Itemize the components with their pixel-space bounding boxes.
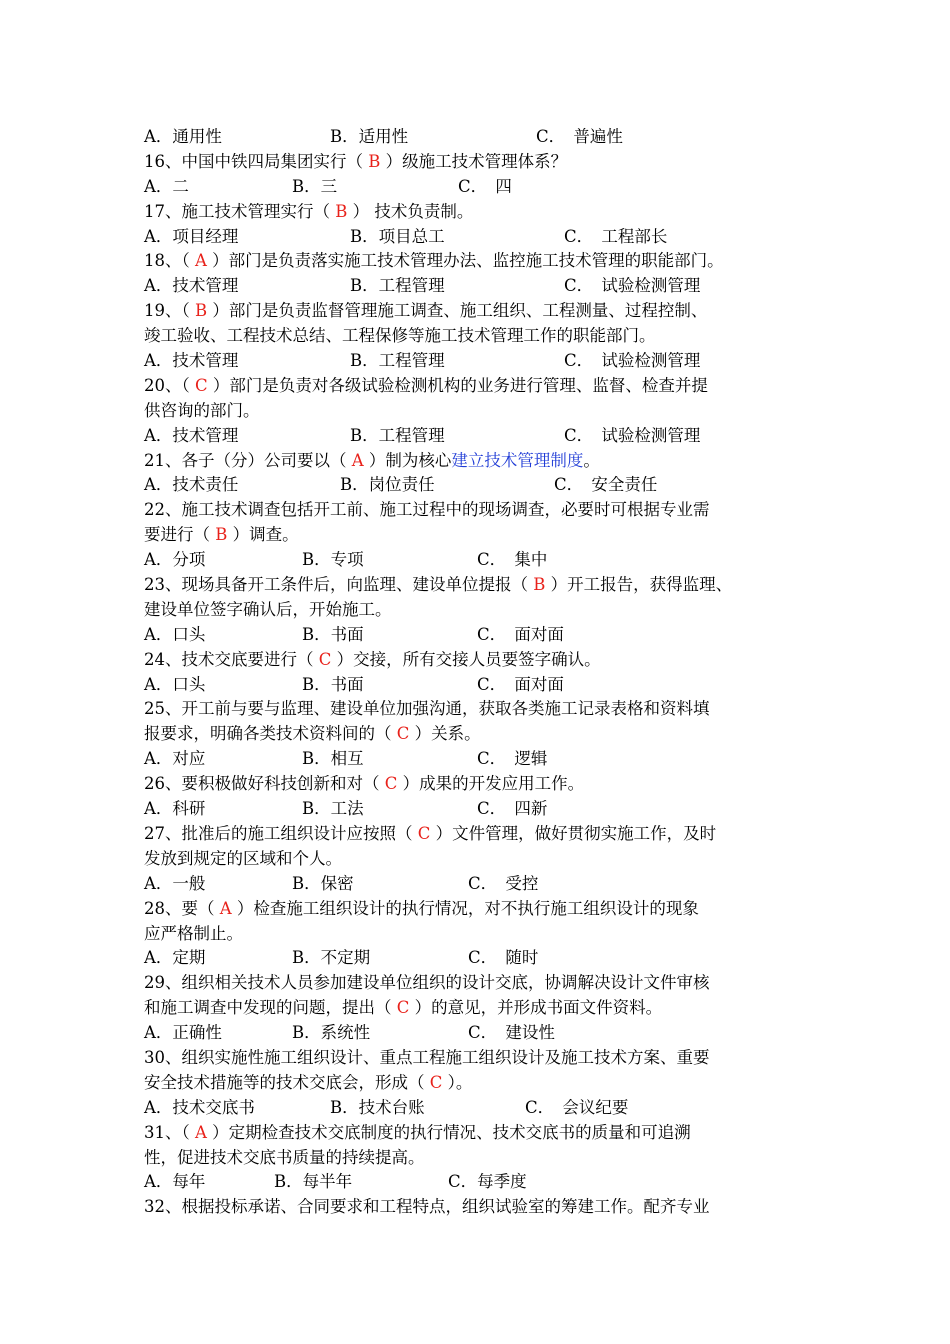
option-c: C． 四 <box>458 176 512 196</box>
question-text-line <box>144 573 834 598</box>
question-text-line <box>144 1046 834 1071</box>
question-text-line <box>144 1195 834 1220</box>
option-b: B．工程管理 <box>350 351 445 371</box>
question-text-line <box>144 697 834 722</box>
answer-options-line <box>144 747 834 772</box>
text-span: 。 <box>583 450 600 470</box>
option-c: C．每季度 <box>448 1172 527 1192</box>
answer-letter: B <box>195 301 208 321</box>
text-span: 32、根据投标承诺、合同要求和工程特点，组织试验室的筹建工作。配齐专业 <box>144 1197 710 1217</box>
text-span: 24、技术交底要进行（ <box>144 649 319 669</box>
answer-letter: C <box>396 998 410 1018</box>
answer-letter: C <box>396 724 410 744</box>
answer-letter: B <box>368 151 381 171</box>
question-text-line <box>144 922 834 947</box>
option-b: B．系统性 <box>292 1023 371 1043</box>
question-text-line <box>144 449 834 474</box>
answer-letter: B <box>335 201 348 221</box>
text-span: 18、（ <box>144 251 195 271</box>
answer-letter: A <box>219 898 232 918</box>
question-text-line <box>144 996 834 1021</box>
option-c: C． 工程部长 <box>564 226 668 246</box>
text-span: ） 技术负责制。 <box>347 201 474 221</box>
answer-letter: B <box>533 575 546 595</box>
text-span: 29、组织相关技术人员参加建设单位组织的设计交底，协调解决设计文件审核 <box>144 973 710 993</box>
option-c: C． 会议纪要 <box>525 1097 629 1117</box>
answer-options-line <box>144 424 834 449</box>
question-text-line <box>144 648 834 673</box>
answer-letter: A <box>195 251 207 271</box>
option-c: C． 试验检测管理 <box>564 351 701 371</box>
option-c: C． 建设性 <box>468 1023 555 1043</box>
option-c: C． 受控 <box>468 873 539 893</box>
question-text-line <box>144 772 834 797</box>
text-span: 30、组织实施性施工组织设计、重点工程施工组织设计及施工技术方案、重要 <box>144 1047 710 1067</box>
question-text-line <box>144 847 834 872</box>
question-text-line <box>144 523 834 548</box>
answer-options-line <box>144 1021 834 1046</box>
hyperlink-text[interactable]: 建立技术管理制度 <box>451 450 584 470</box>
answer-options-line <box>144 473 834 498</box>
option-b: B．适用性 <box>330 127 409 146</box>
question-text-line <box>144 1071 834 1096</box>
text-span: 应严格制止。 <box>144 923 243 943</box>
answer-options-line <box>144 946 834 971</box>
option-b: B．工法 <box>302 799 364 819</box>
option-b: B．每半年 <box>274 1172 353 1192</box>
text-span: ）定期检查技术交底制度的执行情况、技术交底书的质量和可追溯 <box>206 1122 691 1142</box>
option-b: B．书面 <box>302 624 364 644</box>
text-span: 31、（ <box>144 1122 195 1142</box>
option-a: A．对应 <box>144 749 206 769</box>
question-text-line <box>144 200 834 225</box>
text-span: ）检查施工组织设计的执行情况，对不执行施工组织设计的现象 <box>231 898 699 918</box>
text-span: 和施工调查中发现的问题，提出（ <box>144 998 397 1018</box>
answer-options-line <box>144 1096 834 1121</box>
question-text-line <box>144 971 834 996</box>
answer-letter: A <box>351 450 364 470</box>
option-a: A．技术管理 <box>144 351 239 371</box>
answer-options-line <box>144 175 834 200</box>
text-span: 27、批准后的施工组织设计应按照（ <box>144 823 418 843</box>
question-text-line <box>144 299 834 324</box>
text-span: 供咨询的部门。 <box>144 400 260 420</box>
text-span: ）。 <box>442 1072 473 1092</box>
text-span: ）部门是负责监督管理施工调查、施工组织、工程测量、过程控制、 <box>207 301 708 321</box>
option-c: C． 面对面 <box>477 624 564 644</box>
question-text-line <box>144 324 834 349</box>
option-b: B．不定期 <box>292 948 371 968</box>
option-a: A．分项 <box>144 550 206 570</box>
text-span: 建设单位签字确认后，开始施工。 <box>144 599 392 619</box>
text-span: 19、（ <box>144 301 195 321</box>
option-c: C． 试验检测管理 <box>564 276 701 296</box>
option-b: B．专项 <box>302 550 364 570</box>
text-span: ）部门是负责对各级试验检测机构的业务进行管理、监督、检查并提 <box>207 375 708 395</box>
text-span: 21、各子（分）公司要以（ <box>144 450 352 470</box>
text-span: ）级施工技术管理体系？ <box>380 151 568 171</box>
option-a: A．二 <box>144 176 189 196</box>
question-text-line <box>144 598 834 623</box>
answer-options-line <box>144 623 834 648</box>
text-span: ）部门是负责落实施工技术管理办法、监控施工技术管理的职能部门。 <box>206 251 724 271</box>
option-c: C． 面对面 <box>477 674 564 694</box>
answer-options-line <box>144 349 834 374</box>
answer-letter: C <box>195 375 208 395</box>
text-span: 发放到规定的区域和个人。 <box>144 848 342 868</box>
answer-letter: C <box>318 649 332 669</box>
text-span: ）调查。 <box>227 525 299 545</box>
question-text-line <box>144 897 834 922</box>
text-span: ）关系。 <box>409 724 481 744</box>
text-span: 25、开工前与要与监理、建设单位加强沟通，获取各类施工记录表格和资料填 <box>144 699 710 719</box>
option-c: C． 逻辑 <box>477 749 548 769</box>
question-text-line <box>144 1146 834 1171</box>
option-c: C． 安全责任 <box>554 475 658 495</box>
answer-options-line <box>144 225 834 250</box>
option-a: A．口头 <box>144 624 206 644</box>
answer-options-line <box>144 125 834 150</box>
text-span: 22、施工技术调查包括开工前、施工过程中的现场调查，必要时可根据专业需 <box>144 500 710 520</box>
question-text-line <box>144 722 834 747</box>
text-span: 性，促进技术交底书质量的持续提高。 <box>144 1147 425 1167</box>
option-a: A．技术责任 <box>144 475 239 495</box>
question-text-line <box>144 498 834 523</box>
answer-options-line <box>144 548 834 573</box>
question-text-line <box>144 1121 834 1146</box>
option-a: A．定期 <box>144 948 206 968</box>
option-a: A．技术交底书 <box>144 1097 255 1117</box>
text-span: 16、中国中铁四局集团实行（ <box>144 151 369 171</box>
text-span: ）制为核心 <box>363 450 452 470</box>
answer-letter: C <box>417 823 431 843</box>
text-span: 20、（ <box>144 375 195 395</box>
answer-letter: C <box>384 774 398 794</box>
option-b: B．工程管理 <box>350 425 445 445</box>
option-a: A．科研 <box>144 799 206 819</box>
text-span: 26、要积极做好科技创新和对（ <box>144 774 385 794</box>
option-b: B．相互 <box>302 749 364 769</box>
answer-options-line <box>144 872 834 897</box>
option-c: C． 试验检测管理 <box>564 425 701 445</box>
answer-options-line <box>144 1170 834 1195</box>
option-c: C． 四新 <box>477 799 548 819</box>
text-span: ）的意见，并形成书面文件资料。 <box>409 998 663 1018</box>
option-b: B．岗位责任 <box>340 475 435 495</box>
option-c: C． 普遍性 <box>536 127 623 146</box>
text-span: 竣工验收、工程技术总结、工程保修等施工技术管理工作的职能部门。 <box>144 326 656 346</box>
question-text-line <box>144 399 834 424</box>
option-a: A．口头 <box>144 674 206 694</box>
option-b: B．保密 <box>292 873 354 893</box>
text-span: ）成果的开发应用工作。 <box>397 774 585 794</box>
option-c: C． 随时 <box>468 948 539 968</box>
answer-letter: B <box>215 525 228 545</box>
option-b: B．三 <box>292 176 338 196</box>
text-span: 要进行（ <box>144 525 216 545</box>
text-span: ）文件管理，做好贯彻实施工作，及时 <box>430 823 717 843</box>
answer-letter: C <box>429 1072 443 1092</box>
answer-letter: A <box>195 1122 207 1142</box>
option-a: A．技术管理 <box>144 276 239 296</box>
option-b: B．书面 <box>302 674 364 694</box>
question-text-line <box>144 374 834 399</box>
option-b: B．工程管理 <box>350 276 445 296</box>
option-a: A．项目经理 <box>144 226 239 246</box>
option-a: A．通用性 <box>144 127 222 146</box>
text-span: 安全技术措施等的技术交底会，形成（ <box>144 1072 430 1092</box>
text-span: ）开工报告，获得监理、 <box>545 575 733 595</box>
answer-options-line <box>144 797 834 822</box>
option-b: B．技术台账 <box>330 1097 425 1117</box>
text-span: 23、现场具备开工条件后，向监理、建设单位提报（ <box>144 575 534 595</box>
option-b: B．项目总工 <box>350 226 445 246</box>
question-text-line <box>144 150 834 175</box>
option-a: A．一般 <box>144 873 206 893</box>
text-span: 28、要（ <box>144 898 220 918</box>
option-a: A．正确性 <box>144 1023 222 1043</box>
option-a: A．每年 <box>144 1172 206 1192</box>
answer-options-line <box>144 274 834 299</box>
text-span: ）交接，所有交接人员要签字确认。 <box>331 649 601 669</box>
question-text-line <box>144 249 834 274</box>
option-a: A．技术管理 <box>144 425 239 445</box>
answer-options-line <box>144 673 834 698</box>
document-body <box>144 125 834 1220</box>
question-text-line <box>144 822 834 847</box>
text-span: 报要求，明确各类技术资料间的（ <box>144 724 397 744</box>
option-c: C． 集中 <box>477 550 548 570</box>
text-span: 17、施工技术管理实行（ <box>144 201 336 221</box>
